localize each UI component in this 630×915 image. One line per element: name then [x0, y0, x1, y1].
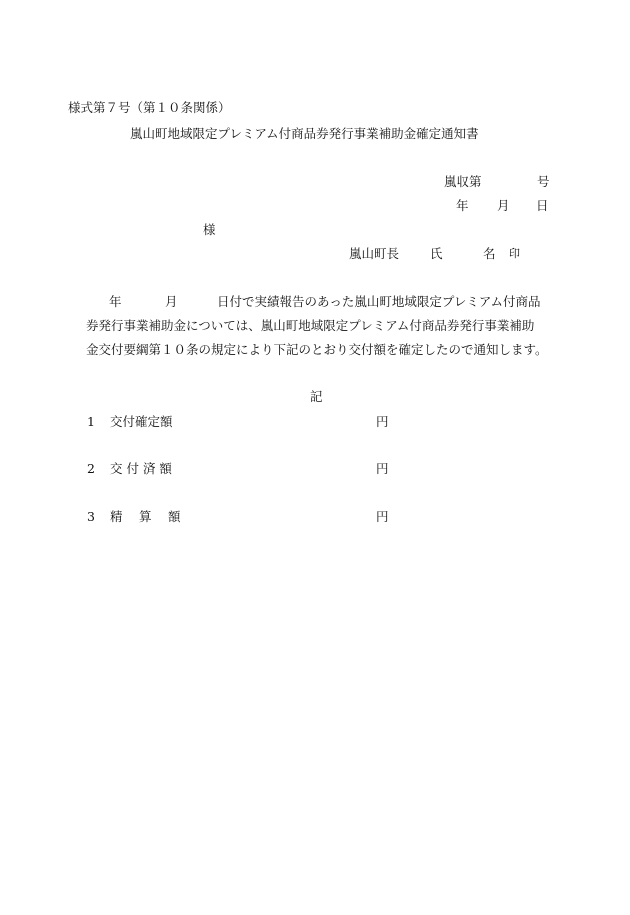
item-number: 1: [87, 414, 95, 429]
item-label-confirmed-amount: 交付確定額: [110, 414, 173, 429]
date-day-label: 日: [536, 198, 549, 213]
body-line3-text: 金交付要綱第１０条の規定により下記のとおり交付額を確定したので通知します。: [86, 342, 548, 357]
issuer-name-mei: 名: [483, 246, 496, 261]
body-line1-year: 年: [109, 294, 122, 309]
form-number: 様式第７号（第１０条関係）: [68, 100, 231, 115]
date-month-label: 月: [497, 198, 510, 213]
item-unit: 円: [376, 414, 389, 429]
item-label-paid-amount: 交 付 済 額: [110, 461, 172, 476]
item-unit: 円: [376, 461, 389, 476]
item-number: 2: [87, 461, 95, 476]
body-line1-month: 月: [165, 294, 178, 309]
receipt-number-label: 嵐収第: [444, 174, 482, 189]
item-label-settlement-amount: 精 算 額: [110, 509, 181, 524]
addressee-honorific: 様: [203, 222, 216, 237]
ki-heading: 記: [310, 389, 323, 404]
document-title: 嵐山町地域限定プレミアム付商品券発行事業補助金確定通知書: [130, 126, 479, 141]
date-year-label: 年: [456, 198, 469, 213]
seal-mark: 印: [509, 247, 520, 260]
item-number: 3: [87, 509, 95, 524]
body-line1-text: 日付で実績報告のあった嵐山町地域限定プレミアム付商品: [217, 294, 541, 309]
issuer-name-shi: 氏: [430, 246, 443, 261]
item-unit: 円: [376, 509, 389, 524]
receipt-number-suffix: 号: [537, 174, 550, 189]
body-line2-text: 券発行事業補助金については、嵐山町地域限定プレミアム付商品券発行事業補助: [86, 318, 535, 333]
issuer-title: 嵐山町長: [349, 246, 400, 261]
